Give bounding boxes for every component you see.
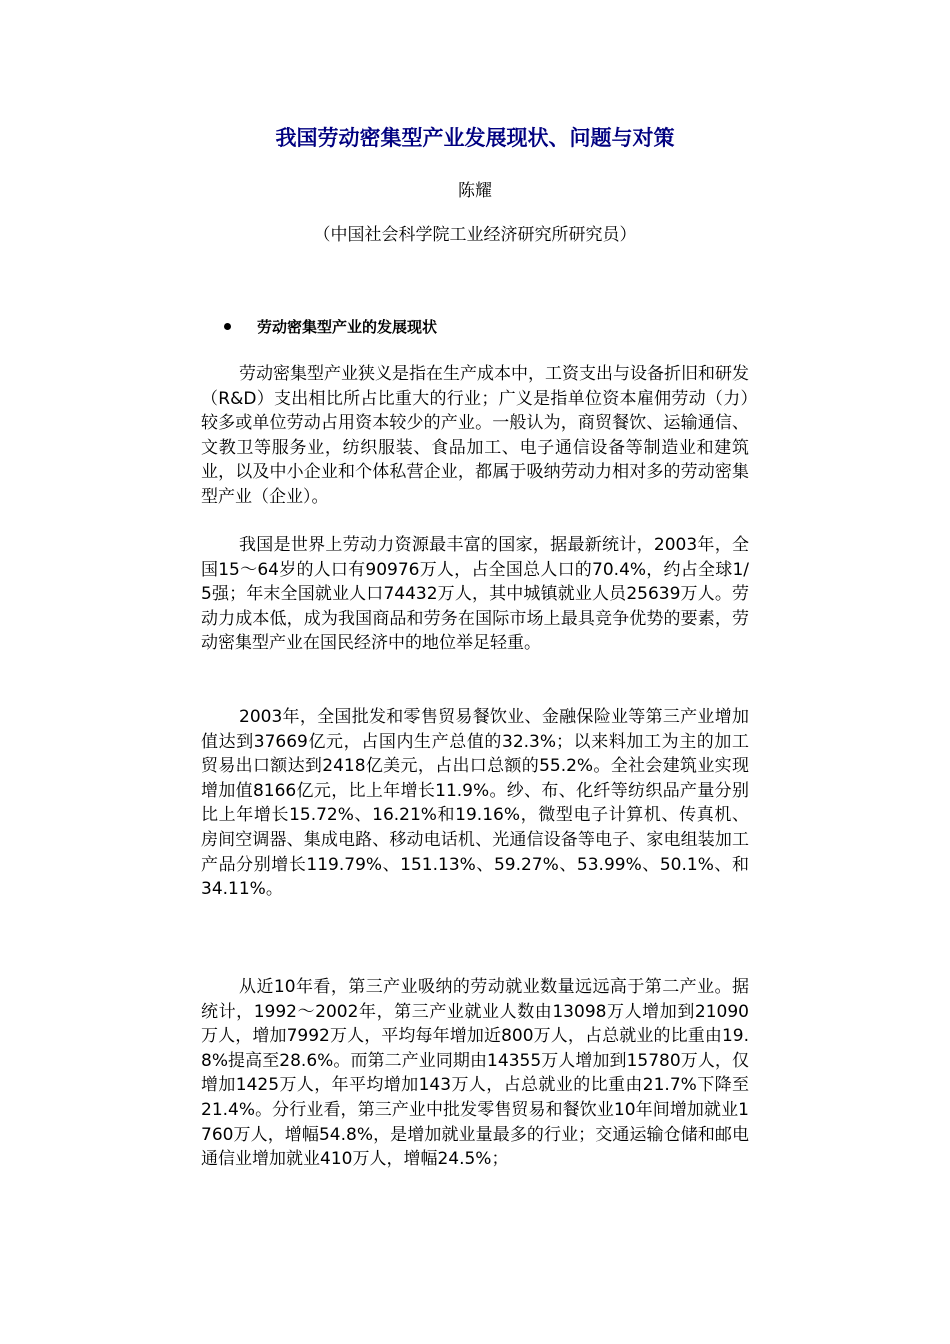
document-title: 我国劳动密集型产业发展现状、问题与对策 bbox=[275, 126, 675, 150]
section-heading-text: 劳动密集型产业的发展现状 bbox=[257, 318, 438, 336]
paragraph-1: 劳动密集型产业狭义是指在生产成本中，工资支出与设备折旧和研发（R&D）支出相比所占比重大的行业；广义是指单位资本雇佣劳动（力）较多或单位劳动占用资本较少的产业。一般认为，商贸餐饮、运输通信、文教卫等服务业，纺织服装、食品加工、电子通信设备等制造业和建筑业，以及中小企业和个体私营企业，都属于吸纳劳动力相对多的劳动密集型产业（企业）。 bbox=[201, 364, 749, 507]
bullet-dot-icon bbox=[224, 323, 231, 330]
author-name: 陈耀 bbox=[458, 181, 492, 201]
paragraph-3: 2003年，全国批发和零售贸易餐饮业、金融保险业等第三产业增加值达到37669亿元，占国内生产总值的32.3%；以来料加工为主的加工贸易出口额达到2418亿美元，占出口总额的55.2%。全社会建筑业实现增加值8166亿元，比上年增长11.9%。纱、布、化纤等纺织品产量分别比上年增长15.72%、16.21%和19.16%，微型电子计算机、传真机、房间空调器、集成电路、移动电话机、光通信设备等电子、家电组装加工产品分别增长119.79%、151.13%、59.27%、53.99%、50.1%、和34.11%。 bbox=[201, 707, 749, 900]
author-affiliation: （中国社会科学院工业经济研究所研究员） bbox=[313, 225, 637, 245]
paragraph-4: 从近10年看，第三产业吸纳的劳动就业数量远远高于第二产业。据统计，1992～2002年，第三产业就业人数由13098万人增加到21090万人，增加7992万人，平均每年增加近800万人，占总就业的比重由19.8%提高至28.6%。而第二产业同期由14355万人增加到15780万人，仅增加1425万人，年平均增加143万人，占总就业的比重由21.7%下降至21.4%。分行业看，第三产业中批发零售贸易和餐饮业10年间增加就业1760万人，增幅54.8%，是增加就业量最多的行业；交通运输仓储和邮电通信业增加就业410万人，增幅24.5%； bbox=[201, 977, 749, 1170]
section-heading bbox=[224, 316, 437, 337]
paragraph-2: 我国是世界上劳动力资源最丰富的国家，据最新统计，2003年，全国15～64岁的人口有90976万人，占全国总人口的70.4%，约占全球1/5强；年末全国就业人口74432万人，其中城镇就业人员25639万人。劳动力成本低，成为我国商品和劳务在国际市场上最具竞争优势的要素，劳动密集型产业在国民经济中的地位举足轻重。 bbox=[201, 535, 749, 654]
